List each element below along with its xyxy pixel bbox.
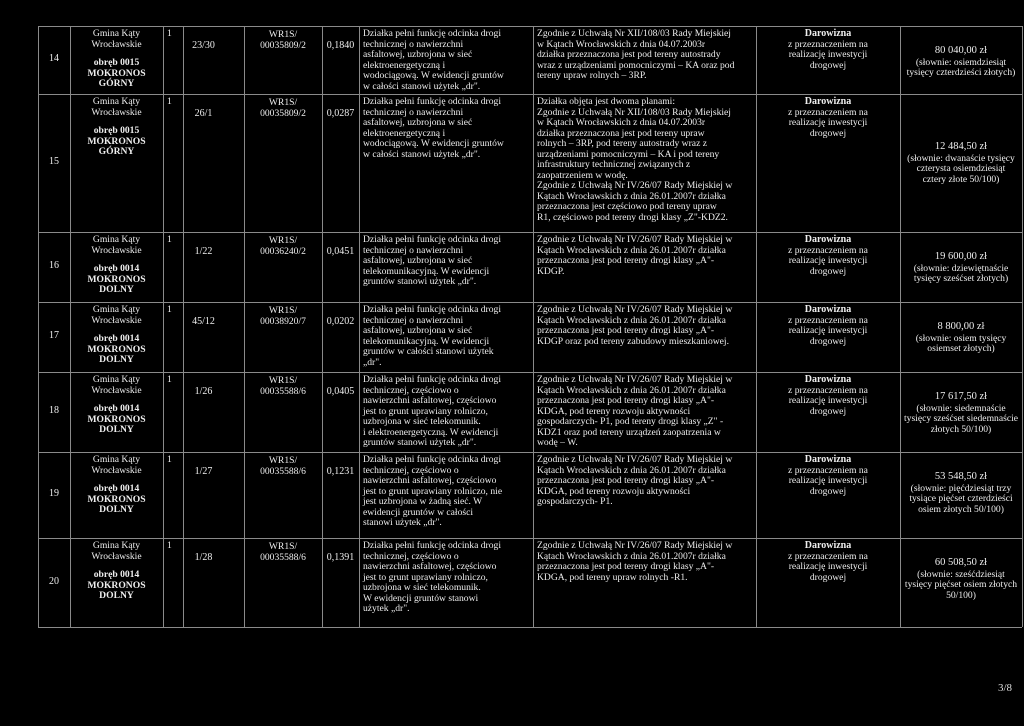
value-in-words-line: tysięcy sześćset siedemnaście — [903, 413, 1018, 424]
municipality-line: Gmina Kąty — [92, 304, 141, 315]
column-divider — [1022, 26, 1023, 627]
value-amount: 8 800,00 zł — [937, 321, 985, 332]
zoning-line: w Kątach Wrocławskich z dnia 04.07.2003r — [537, 38, 706, 50]
land-register-number — [244, 306, 322, 327]
description-line: Działka pełni funkcję odcinka drogi — [363, 374, 501, 385]
zoning-line: przeznaczona jest pod tereny drogi klasy „A"- — [537, 395, 715, 406]
row-divider — [38, 94, 1022, 95]
parcel-area: 0,0287 — [326, 108, 355, 119]
zoning-line: KDGA, pod tereny upraw rolnych -R1. — [537, 571, 688, 583]
municipality-line: Wrocławskie — [91, 314, 142, 326]
row-number: 18 — [49, 405, 59, 416]
row-divider — [38, 538, 1022, 539]
description-line: Działka pełni funkcję odcinka drogi — [363, 28, 501, 39]
zoning-line: Zgodnie z Uchwałą Nr IV/26/07 Rady Miejskiej w — [537, 304, 733, 315]
zoning-line: rolnych – 3RP, pod tereny autostrady wraz z — [537, 138, 707, 149]
description-line: Działka pełni funkcję odcinka drogi — [363, 454, 501, 465]
land-register-line: 00035809/2 — [260, 39, 306, 51]
parcel-number: 23/30 — [192, 40, 215, 51]
value-in-words-line: (słownie: siedemnaście — [916, 402, 1006, 414]
transfer-purpose-line: realizację inwestycji — [788, 325, 868, 336]
land-register-line: 00035588/6 — [260, 385, 306, 397]
zoning-line: zaopatrzeniem w wodę. — [537, 169, 628, 181]
description-line: stanowi użytek „dr". — [363, 517, 442, 528]
description-line: „dr". — [363, 356, 382, 368]
municipality-line: Wrocławskie — [91, 464, 142, 476]
column-divider — [38, 26, 39, 627]
land-register-number — [244, 236, 322, 257]
transfer-type: Darowizna — [804, 454, 852, 465]
parcel-number: 1/27 — [194, 466, 213, 477]
row-divider — [38, 627, 1022, 628]
description-line: uzbrojona w sieć telekomunik. — [363, 416, 481, 427]
value-in-words-line: (słownie: sześćdziesiąt — [917, 568, 1005, 580]
zoning-line: Kątach Wrocławskich z dnia 26.01.2007r działka — [537, 314, 726, 326]
transfer-purpose-line: drogowej — [809, 59, 847, 71]
row-number: 20 — [49, 575, 59, 587]
municipality-line: Wrocławskie — [91, 244, 142, 256]
row-number: 19 — [49, 488, 59, 499]
zoning-line: Zgodnie z Uchwałą Nr XII/108/03 Rady Miejskiej — [537, 28, 731, 39]
land-register-line: WR1S/ — [268, 305, 298, 316]
municipality-line: MOKRONOS — [87, 67, 146, 79]
zoning-line: gospodarczych- P1. — [537, 496, 613, 507]
land-register-line: WR1S/ — [268, 97, 298, 108]
zoning-line: przeznaczona jest pod tereny drogi klasy „A"- — [537, 255, 715, 266]
municipality-line: GÓRNY — [98, 78, 135, 89]
municipality-line: DOLNY — [99, 424, 134, 435]
row-divider — [38, 232, 1022, 233]
value-in-words-line: (słownie: dwanaście tysięcy — [907, 152, 1015, 164]
transfer-form — [756, 541, 900, 583]
zoning-line: tereny upraw rolnych – 3RP. — [537, 70, 647, 81]
description-line: w całości stanowi użytek „dr". — [363, 148, 481, 160]
value-in-words-line: cztery złote 50/100) — [922, 173, 1000, 185]
transfer-purpose-line: realizację inwestycji — [788, 49, 868, 60]
value-in-words-line: 50/100) — [946, 589, 976, 601]
description-line: technicznej o nawierzchni — [363, 244, 464, 256]
value-amount: 19 600,00 zł — [934, 251, 988, 262]
share-indicator: 1 — [167, 540, 172, 551]
land-register-line: 00035809/2 — [260, 107, 306, 119]
municipality-line: Gmina Kąty — [92, 540, 141, 551]
transfer-purpose-line: drogowej — [809, 127, 847, 139]
zoning-line: przeznaczona jest pod tereny drogi klasy „A"- — [537, 561, 715, 572]
zoning-line: Zgodnie z Uchwałą Nr IV/26/07 Rady Miejskiej w — [537, 374, 733, 385]
row-divider — [38, 302, 1022, 303]
parcel-number: 26/1 — [194, 108, 213, 119]
precinct-code: obręb 0014 — [93, 263, 140, 274]
parcel-value — [900, 392, 1022, 435]
value-amount: 12 484,50 zł — [934, 141, 988, 152]
transfer-purpose-line: drogowej — [809, 571, 847, 583]
zoning-line: R1, częściowo pod tereny drogi klasy „Z"-KDZ2. — [537, 211, 728, 223]
zoning-plan — [537, 541, 752, 583]
description-line: jest to grunt uprawiany rolniczo, — [363, 571, 488, 583]
share-indicator: 1 — [167, 234, 172, 245]
precinct-code: obręb 0014 — [93, 569, 140, 580]
municipality-precinct — [70, 375, 163, 436]
land-register-line: WR1S/ — [268, 455, 298, 466]
transfer-purpose-line: z przeznaczeniem na — [788, 38, 868, 50]
value-in-words-line: czterysta osiemdziesiąt — [916, 163, 1006, 174]
zoning-line: wraz z urządzeniami pomocniczymi – KA oraz pod — [537, 59, 735, 71]
land-register-line: 00038920/7 — [260, 315, 306, 327]
transfer-purpose-line: z przeznaczeniem na — [788, 314, 868, 326]
land-register-line: WR1S/ — [268, 375, 298, 386]
zoning-line: Zgodnie z Uchwałą Nr IV/26/07 Rady Miejskiej w — [537, 234, 733, 245]
transfer-type: Darowizna — [804, 374, 852, 385]
zoning-line: Kątach Wrocławskich z dnia 26.01.2007r działka — [537, 190, 726, 202]
land-register-line: WR1S/ — [268, 541, 298, 552]
description-line: elektroenergetyczną i — [363, 59, 446, 71]
row-number: 17 — [49, 330, 59, 341]
zoning-line: Kątach Wrocławskich z dnia 26.01.2007r działka — [537, 384, 726, 396]
share-indicator: 1 — [167, 454, 172, 465]
parcel-value — [900, 472, 1022, 515]
transfer-purpose-line: realizację inwestycji — [788, 475, 868, 486]
description-line: uzbrojona w sieć telekomunik. — [363, 582, 481, 593]
share-indicator: 1 — [167, 374, 172, 385]
parcel-area: 0,1391 — [326, 552, 355, 563]
municipality-precinct — [70, 455, 163, 516]
transfer-purpose-line: z przeznaczeniem na — [788, 464, 868, 476]
zoning-line: w Kątach Wrocławskich z dnia 04.07.2003r — [537, 117, 706, 128]
land-register-number — [244, 542, 322, 563]
parcel-value — [900, 46, 1022, 79]
municipality-line: Wrocławskie — [91, 106, 142, 118]
description-line: asfaltowej, uzbrojona w sieć — [363, 325, 473, 336]
municipality-line: DOLNY — [99, 354, 134, 365]
description-line: W ewidencji gruntów stanowi — [363, 592, 479, 604]
parcel-description — [363, 455, 529, 529]
municipality-line: DOLNY — [99, 590, 134, 601]
transfer-purpose-line: drogowej — [809, 265, 847, 277]
municipality-line: Wrocławskie — [91, 38, 142, 50]
municipality-precinct — [70, 97, 163, 158]
municipality-line: Gmina Kąty — [92, 374, 141, 385]
description-line: technicznej o nawierzchni — [363, 38, 464, 50]
municipality-line: DOLNY — [99, 284, 134, 295]
zoning-line: Kątach Wrocławskich z dnia 26.01.2007r działka — [537, 464, 726, 476]
transfer-type: Darowizna — [804, 540, 852, 551]
municipality-line: DOLNY — [99, 504, 134, 515]
transfer-form — [756, 235, 900, 277]
description-line: wodociągową. W ewidencji gruntów — [363, 70, 504, 81]
municipality-line: Gmina Kąty — [92, 96, 141, 107]
description-line: nawierzchni asfaltowej, częściowo — [363, 475, 497, 486]
description-line: Działka pełni funkcję odcinka drogi — [363, 304, 501, 315]
zoning-line: Kątach Wrocławskich z dnia 26.01.2007r działka — [537, 550, 726, 562]
description-line: jest uzbrojona w żadną sieć. W — [363, 496, 483, 507]
value-amount: 17 617,50 zł — [934, 391, 988, 402]
land-register-number — [244, 376, 322, 397]
row-divider — [38, 26, 1022, 27]
description-line: gruntów stanowi użytek „dr". — [363, 276, 477, 287]
zoning-line: infrastruktury technicznej związanych z — [537, 159, 691, 170]
municipality-line: MOKRONOS — [87, 493, 146, 505]
parcel-description — [363, 375, 529, 449]
description-line: Działka pełni funkcję odcinka drogi — [363, 96, 501, 107]
zoning-line: KDZ1 oraz pod tereny urządzeń zaopatrzenia w — [537, 426, 721, 438]
value-in-words-line: (słownie: pięćdziesiąt trzy — [910, 482, 1012, 494]
row-divider — [38, 372, 1022, 373]
zoning-line: Zgodnie z Uchwałą Nr IV/26/07 Rady Miejskiej w — [537, 180, 733, 191]
parcel-area: 0,0202 — [326, 316, 355, 327]
description-line: jest to grunt uprawiany rolniczo, nie — [363, 485, 503, 497]
municipality-line: MOKRONOS — [87, 343, 146, 355]
zoning-line: KDGP oraz pod tereny zabudowy mieszkaniowej. — [537, 335, 729, 347]
parcel-number: 1/28 — [194, 552, 213, 563]
description-line: jest to grunt uprawiany rolniczo, — [363, 405, 488, 417]
land-register-number — [244, 30, 322, 51]
description-line: nawierzchni asfaltowej, częściowo — [363, 395, 497, 406]
parcel-value — [900, 142, 1022, 185]
value-in-words-line: osiemset złotych) — [927, 343, 995, 354]
precinct-code: obręb 0015 — [93, 125, 140, 136]
transfer-type: Darowizna — [804, 304, 852, 315]
municipality-precinct — [70, 235, 163, 296]
precinct-code: obręb 0014 — [93, 403, 140, 414]
transfer-form — [756, 305, 900, 347]
municipality-precinct — [70, 541, 163, 602]
description-line: technicznej, częściowo o — [363, 550, 459, 562]
column-divider — [533, 26, 534, 627]
transfer-form — [756, 375, 900, 417]
zoning-plan — [537, 97, 752, 223]
description-line: ewidencji gruntów w całości — [363, 506, 474, 518]
zoning-line: KDGP. — [537, 265, 565, 277]
municipality-line: MOKRONOS — [87, 135, 146, 147]
land-register-line: 00036240/2 — [260, 245, 306, 257]
value-in-words-line: (słownie: osiem tysięcy — [915, 332, 1007, 344]
page-number: 3/8 — [997, 682, 1012, 694]
value-amount: 60 508,50 zł — [934, 557, 988, 568]
row-divider — [38, 452, 1022, 453]
zoning-line: przeznaczona jest pod tereny drogi klasy „A"- — [537, 325, 715, 336]
zoning-line: urządzeniami pomocniczymi – KA i pod tereny — [537, 148, 720, 160]
land-register-line: WR1S/ — [268, 235, 298, 246]
description-line: wodociągową. W ewidencji gruntów — [363, 138, 504, 149]
share-indicator: 1 — [167, 28, 172, 39]
land-register-number — [244, 98, 322, 119]
transfer-purpose-line: realizację inwestycji — [788, 395, 868, 406]
value-in-words-line: osiem złotych 50/100) — [918, 503, 1004, 515]
description-line: nawierzchni asfaltowej, częściowo — [363, 561, 497, 572]
description-line: gruntów w całości stanowi użytek — [363, 346, 494, 357]
land-register-number — [244, 456, 322, 477]
transfer-form — [756, 455, 900, 497]
parcel-area: 0,1840 — [326, 40, 355, 51]
value-in-words-line: tysięcy sześćset złotych) — [913, 273, 1009, 284]
zoning-line: Zgodnie z Uchwałą Nr IV/26/07 Rady Miejskiej w — [537, 454, 733, 465]
description-line: telekomunikacyjną. W ewidencji — [363, 265, 490, 277]
precinct-code: obręb 0014 — [93, 333, 140, 344]
zoning-plan — [537, 29, 752, 82]
zoning-line: gospodarczych- P1, pod tereny drogi klasy „Z" - — [537, 416, 724, 427]
value-in-words-line: tysiące pięćset czterdzieści — [909, 493, 1013, 504]
parcel-area: 0,1231 — [326, 466, 355, 477]
description-line: Działka pełni funkcję odcinka drogi — [363, 234, 501, 245]
precinct-code: obręb 0015 — [93, 57, 140, 68]
description-line: Działka pełni funkcję odcinka drogi — [363, 540, 501, 551]
land-register-line: WR1S/ — [268, 29, 298, 40]
municipality-precinct — [70, 29, 163, 90]
transfer-purpose-line: realizację inwestycji — [788, 561, 868, 572]
zoning-line: wodę – W. — [537, 437, 578, 448]
parcel-number: 1/26 — [194, 386, 213, 397]
zoning-line: przeznaczona jest częściowo pod tereny upraw — [537, 201, 717, 212]
parcel-description — [363, 235, 529, 288]
transfer-purpose-line: z przeznaczeniem na — [788, 384, 868, 396]
parcel-value — [900, 558, 1022, 601]
zoning-plan — [537, 375, 752, 449]
description-line: telekomunikacyjną. W ewidencji — [363, 335, 490, 347]
description-line: technicznej, częściowo o — [363, 464, 459, 476]
transfer-purpose-line: drogowej — [809, 485, 847, 497]
municipality-line: Wrocławskie — [91, 550, 142, 562]
zoning-line: przeznaczona jest pod tereny drogi klasy „A"- — [537, 475, 715, 486]
land-register-line: 00035588/6 — [260, 551, 306, 563]
municipality-line: MOKRONOS — [87, 273, 146, 285]
description-line: i elektroenergetyczną. W ewidencji — [363, 426, 499, 438]
municipality-line: MOKRONOS — [87, 579, 146, 591]
value-in-words-line: (słownie: dziewiętnaście — [913, 262, 1009, 274]
description-line: technicznej o nawierzchni — [363, 314, 464, 326]
zoning-line: Zgodnie z Uchwałą Nr IV/26/07 Rady Miejskiej w — [537, 540, 733, 551]
zoning-plan — [537, 455, 752, 508]
parcel-value — [900, 252, 1022, 285]
description-line: asfaltowej, uzbrojona w sieć — [363, 117, 473, 128]
transfer-type: Darowizna — [804, 234, 852, 245]
transfer-form — [756, 97, 900, 139]
transfer-form — [756, 29, 900, 71]
zoning-line: KDGA, pod tereny rozwoju aktywności — [537, 485, 691, 497]
description-line: użytek „dr". — [363, 603, 410, 614]
precinct-code: obręb 0014 — [93, 483, 140, 494]
zoning-line: Kątach Wrocławskich z dnia 26.01.2007r działka — [537, 244, 726, 256]
parcel-area: 0,0405 — [326, 386, 355, 397]
transfer-purpose-line: realizację inwestycji — [788, 117, 868, 128]
description-line: gruntów stanowi użytek „dr". — [363, 437, 477, 448]
municipality-line: Gmina Kąty — [92, 234, 141, 245]
parcel-description — [363, 29, 529, 92]
zoning-line: KDGA, pod tereny rozwoju aktywności — [537, 405, 691, 417]
transfer-type: Darowizna — [804, 28, 852, 39]
municipality-line: Wrocławskie — [91, 384, 142, 396]
zoning-line: Działka objęta jest dwoma planami: — [537, 96, 675, 107]
transfer-purpose-line: drogowej — [809, 335, 847, 347]
parcel-area: 0,0451 — [326, 246, 355, 257]
zoning-plan — [537, 235, 752, 277]
transfer-purpose-line: z przeznaczeniem na — [788, 244, 868, 256]
description-line: technicznej, częściowo o — [363, 384, 459, 396]
row-number: 14 — [49, 53, 59, 64]
parcel-number: 1/22 — [194, 246, 213, 257]
municipality-line: Gmina Kąty — [92, 454, 141, 465]
share-indicator: 1 — [167, 96, 172, 107]
value-in-words-line: (słownie: osiemdziesiąt — [915, 56, 1007, 68]
description-line: elektroenergetyczną i — [363, 127, 446, 139]
transfer-purpose-line: realizację inwestycji — [788, 255, 868, 266]
value-in-words-line: tysięcy pięćset osiem złotych — [904, 579, 1018, 590]
description-line: w całości stanowi użytek „dr". — [363, 80, 481, 92]
transfer-purpose-line: drogowej — [809, 405, 847, 417]
share-indicator: 1 — [167, 304, 172, 315]
value-amount: 53 548,50 zł — [934, 471, 988, 482]
transfer-purpose-line: z przeznaczeniem na — [788, 550, 868, 562]
description-line: asfaltowej, uzbrojona w sieć — [363, 255, 473, 266]
value-in-words-line: tysięcy czterdzieści złotych) — [906, 67, 1016, 78]
zoning-line: działka przeznaczona jest pod tereny upraw — [537, 127, 705, 139]
zoning-line: Zgodnie z Uchwałą Nr XII/108/03 Rady Miejskiej — [537, 106, 731, 118]
parcel-description — [363, 97, 529, 160]
land-register-line: 00035588/6 — [260, 465, 306, 477]
description-line: asfaltowej, uzbrojona w sieć — [363, 49, 473, 60]
municipality-line: Gmina Kąty — [92, 28, 141, 39]
transfer-purpose-line: z przeznaczeniem na — [788, 106, 868, 118]
description-line: technicznej o nawierzchni — [363, 106, 464, 118]
parcel-number: 45/12 — [192, 316, 215, 327]
municipality-precinct — [70, 305, 163, 366]
transfer-type: Darowizna — [804, 96, 852, 107]
value-amount: 80 040,00 zł — [934, 45, 988, 56]
value-in-words-line: złotych 50/100) — [930, 423, 992, 435]
row-number: 16 — [49, 260, 59, 271]
parcel-value — [900, 322, 1022, 355]
row-number: 15 — [49, 156, 59, 167]
municipality-line: GÓRNY — [98, 146, 135, 157]
parcel-description — [363, 541, 529, 615]
municipality-line: MOKRONOS — [87, 413, 146, 425]
parcel-description — [363, 305, 529, 368]
zoning-line: działka przeznaczona jest pod tereny autostrady — [537, 49, 721, 60]
zoning-plan — [537, 305, 752, 347]
